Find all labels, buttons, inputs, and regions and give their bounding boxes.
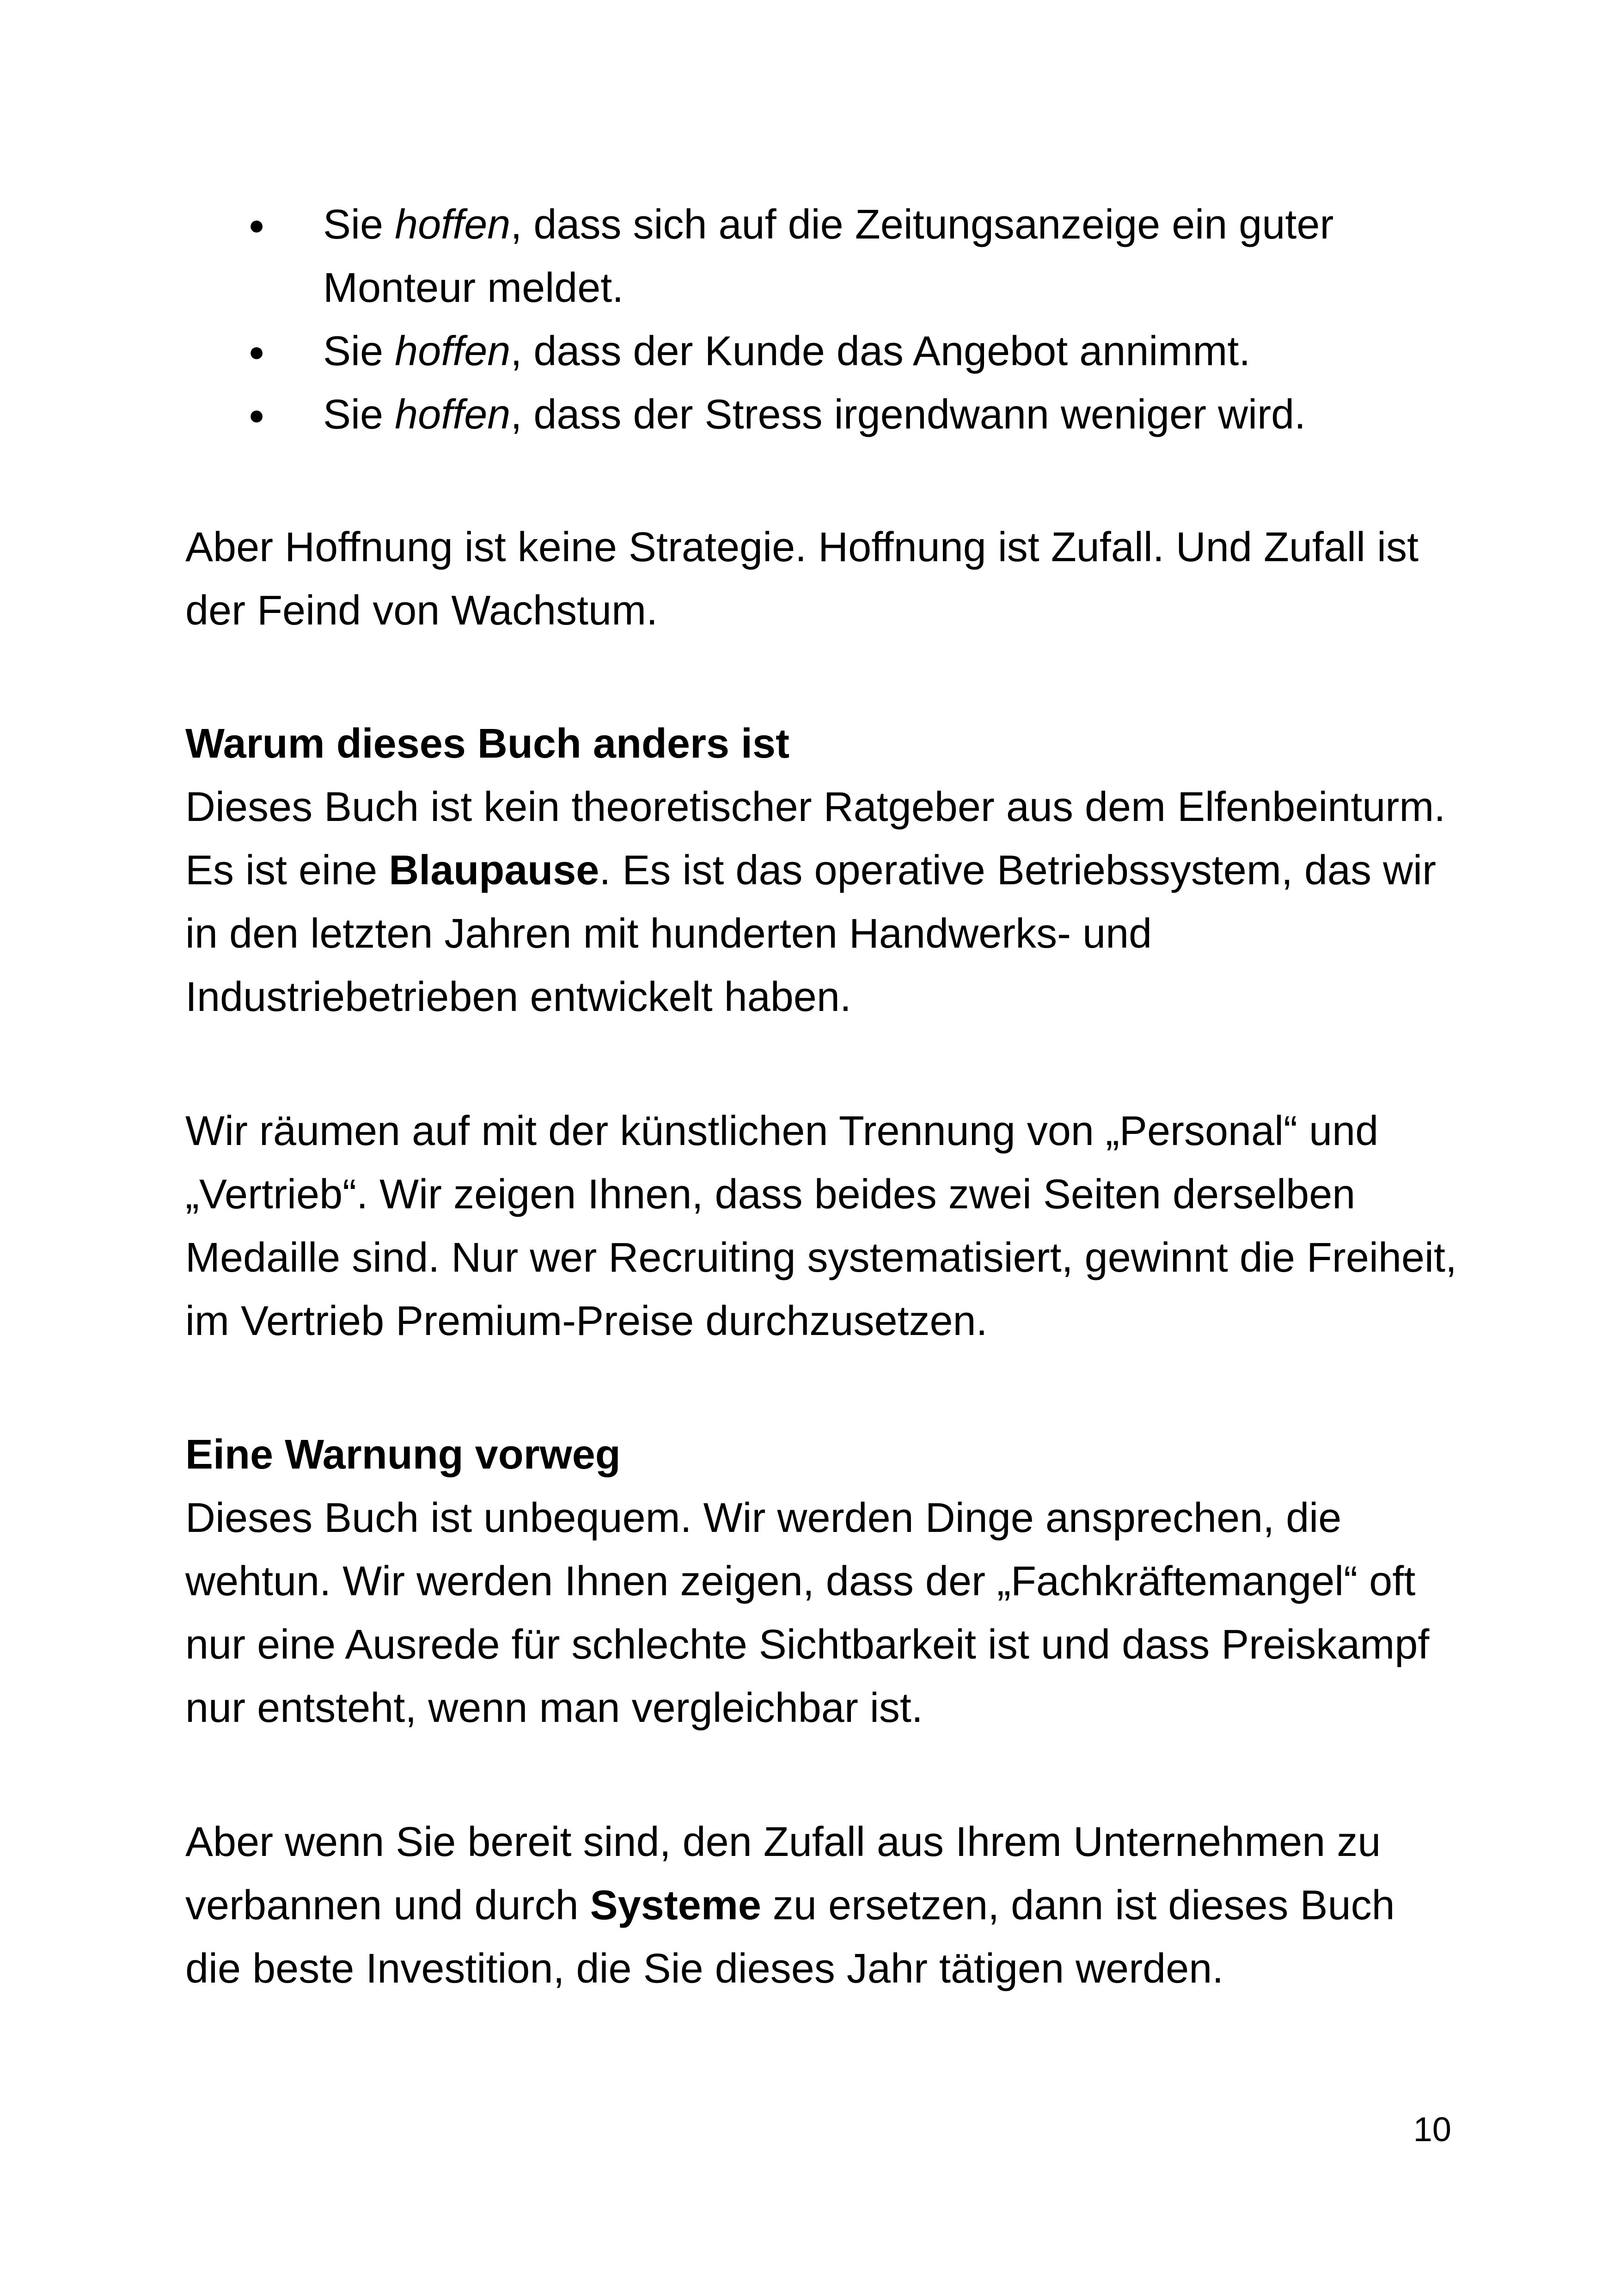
bullet-dot-icon: ●: [248, 336, 265, 367]
section-paragraph: Wir räumen auf mit der künstlichen Trennung von „Personal“ und „Vertrieb“. Wir zeigen Ihnen, dass beides zwei Seiten derselben Medaille sind. Nur wer Recruiting systematisiert, gewinnt die Freiheit, im Vertrieb Premium-Preise durchzusetzen.: [185, 1108, 1457, 1344]
paragraph-bold-text: Systeme: [590, 1882, 761, 1929]
bullet-dot-icon: ●: [248, 209, 265, 240]
section-why: [185, 712, 1461, 1029]
section-heading: Eine Warnung vorweg: [185, 1432, 621, 1478]
bullet-item: [185, 193, 1461, 320]
bullet-text-suffix: , dass sich auf die Zeitungsanzeige ein guter Monteur meldet.: [323, 202, 1334, 311]
bullet-item: [185, 383, 1461, 447]
bullet-dot-icon: ●: [248, 399, 265, 430]
section-heading: Warum dieses Buch anders ist: [185, 721, 790, 767]
bullet-text-emphasis: hoffen: [395, 328, 511, 374]
bullet-text-prefix: Sie: [323, 202, 395, 248]
paragraph-text: Aber wenn Sie bereit sind, den Zufall aus Ihrem Unternehmen zu verbannen und durch: [185, 1819, 1381, 1929]
paragraph-text: . Es ist das operative Betriebssystem, das wir in den letzten Jahren mit hunderten Handwerks- und Industriebetrieben entwickelt haben.: [185, 847, 1437, 1020]
bullet-text-suffix: , dass der Kunde das Angebot annimmt.: [510, 328, 1251, 374]
section-paragraph: [185, 776, 1461, 1029]
bullet-text-emphasis: hoffen: [395, 202, 511, 248]
section-warning: [185, 1423, 1461, 1740]
paragraph-bold-text: Blaupause: [389, 847, 599, 894]
paragraph-text: zu ersetzen, dann ist dieses Buch die beste Investition, die Sie dieses Jahr tätigen werden.: [185, 1882, 1395, 1992]
bullet-text-suffix: , dass der Stress irgendwann weniger wird.: [510, 392, 1306, 438]
bullet-text-prefix: Sie: [323, 328, 395, 374]
bullet-text-prefix: Sie: [323, 392, 395, 438]
bullet-item: [185, 320, 1461, 383]
section-paragraph: [185, 1811, 1461, 2001]
hope-bullet-list: [185, 193, 1461, 447]
bullet-text-emphasis: hoffen: [395, 392, 511, 438]
paragraph-text: Dieses Buch ist kein theoretischer Ratgeber aus dem Elfenbeinturm. Es ist eine: [185, 784, 1446, 894]
page-number: 10: [1413, 2110, 1451, 2149]
hope-paragraph: Aber Hoffnung ist keine Strategie. Hoffnung ist Zufall. Und Zufall ist der Feind von Wachstum.: [185, 524, 1419, 634]
section-paragraph: Dieses Buch ist unbequem. Wir werden Dinge ansprechen, die wehtun. Wir werden Ihnen zeigen, dass der „Fachkräftemangel“ oft nur eine Ausrede für schlechte Sichtbarkeit ist und dass Preiskampf nur entsteht, wenn man vergleichbar ist.: [185, 1495, 1430, 1731]
